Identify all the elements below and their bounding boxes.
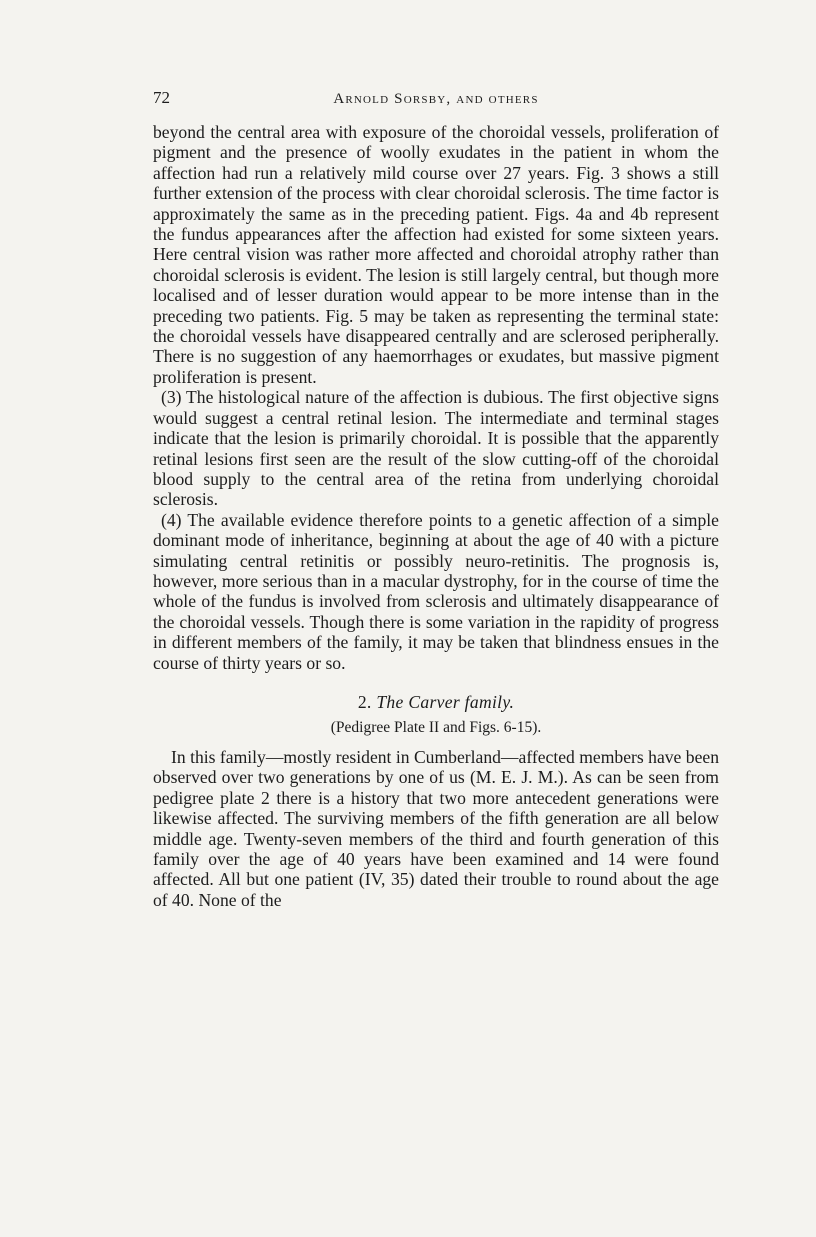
section-heading [153, 692, 719, 713]
paragraph-continuation: beyond the central area with exposure of the choroidal vessels, proliferation of pigment and the presence of woolly exudates in the patient in whom the affection had run a relatively mild course over 27 years. Fig. 3 shows a still further extension of the process with clear choroidal sclerosis. The time factor is approximately the same as in the preceding patient. Figs. 4a and 4b represent the fundus appearances after the affection had existed for some sixteen years. Here central vision was rather more affected and choroidal atrophy rather than choroidal sclerosis is evident. The lesion is still largely central, but though more localised and of lesser duration would appear to be more intense than in the preceding two patients. Fig. 5 may be taken as representing the terminal state: the choroidal vessels have disappeared centrally and are sclerosed peripherally. There is no suggestion of any haemorrhages or exudates, but massive pigment proliferation is present. [153, 122, 719, 387]
running-head: Arnold Sorsby, and others [333, 91, 539, 107]
section-paragraph: In this family—mostly resident in Cumberland—affected members have been observed over two generations by one of us (M. E. J. M.). As can be seen from pedigree plate 2 there is a history that two more antecedent generations were likewise affected. The surviving members of the fifth generation are all below middle age. Twenty-seven members of the third and fourth generation of this family over the age of 40 years have been examined and 14 were found affected. All but one patient (IV, 35) dated their trouble to round about the age of 40. None of the [153, 746, 719, 910]
page-body [153, 88, 719, 910]
section-subtitle: (Pedigree Plate II and Figs. 6-15). [330, 718, 542, 736]
paragraph-point-3: (3) The histological nature of the affection is dubious. The first objective signs would suggest a central retinal lesion. The intermediate and terminal stages indicate that the lesion is primarily choroidal. It is possible that the apparently retinal lesions first seen are the result of the slow cutting-off of the choroidal blood supply to the central area of the retina from underlying choroidal sclerosis. [153, 387, 719, 510]
page-number: 72 [153, 88, 170, 107]
section-number: 2. [357, 691, 372, 712]
section-title: The Carver family. [376, 691, 515, 712]
paragraph-point-4: (4) The available evidence therefore points to a genetic affection of a simple dominant mode of inheritance, beginning at about the age of 40 with a picture simulating central retinitis or possibly neuro-retinitis. The prognosis is, however, more serious than in a macular dystrophy, for in the course of time the whole of the fundus is involved from sclerosis and ultimately disappearance of the choroidal vessels. Though there is some variation in the rapidity of progress in different members of the family, it may be taken that blindness ensues in the course of thirty years or so. [153, 509, 719, 673]
page-header [153, 88, 719, 118]
